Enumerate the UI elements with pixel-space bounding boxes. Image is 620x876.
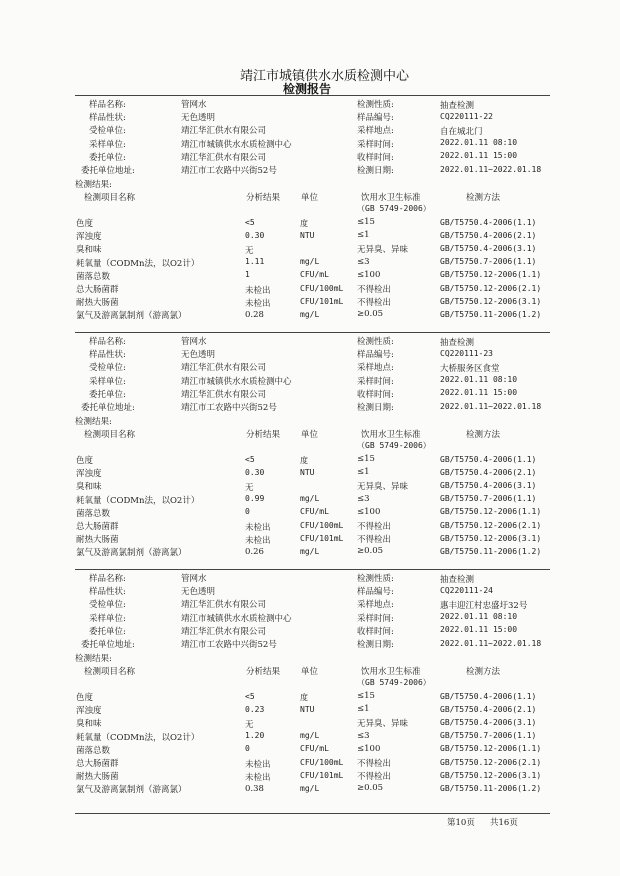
info-value-sample_name: 管网水 [181,574,207,584]
row-standard: 不得检出 [357,535,392,546]
info-value-inspected_unit: 靖江华汇供水有限公司 [181,126,267,137]
row-method: GB/T5750.4-2006(3.1) [440,480,537,490]
info-label-client_address: 委托单位地址: [81,403,135,413]
row-method: GB/T5750.11-2006(1.2) [440,783,542,793]
row-unit: CFU/101mL [300,296,344,306]
info-label-client_unit: 委托单位: [89,626,126,637]
row-standard: 无异臭、异味 [357,719,409,730]
row-unit: mg/L [300,257,320,267]
row-item: 色度 [76,693,94,703]
row-method: GB/T5750.12-2006(1.1) [440,507,542,517]
row-standard: ≤100 [357,506,381,517]
row-standard: ≤3 [357,256,370,267]
row-unit: 度 [300,218,308,228]
info-value-sample_trait: 无色透明 [181,350,216,361]
info-label-sampling_site: 采样地点: [357,600,394,611]
row-unit: CFU/100mL [300,757,344,767]
row-result: 未检出 [245,535,271,546]
info-value-sampling_unit: 靖江市城镇供水水质检测中心 [181,613,292,624]
row-result: 未检出 [245,285,271,296]
info-value-receive_time: 2022.01.11 15:00 [440,625,518,635]
info-label-client_address: 委托单位地址: [81,166,135,176]
info-label-test_date: 检测日期: [357,403,394,413]
col-header-unit: 单位 [301,430,319,440]
row-result: <5 [245,217,255,227]
info-value-client_unit: 靖江华汇供水有限公司 [181,152,267,163]
info-label-receive_time: 收样时间: [357,389,394,400]
info-label-test_nature: 检测性质: [357,337,394,347]
row-method: GB/T5750.4-2006(2.1) [440,467,537,477]
row-method: GB/T5750.12-2006(3.1) [440,533,542,543]
col-header-result: 分析结果 [246,193,281,203]
row-method: GB/T5750.7-2006(1.1) [440,731,537,741]
info-value-client_address: 靖江市工农路中兴街52号 [181,640,277,650]
row-standard: ≤1 [357,467,370,478]
col-header-result: 分析结果 [246,430,281,440]
row-result: 0.28 [245,309,264,320]
info-label-test_nature: 检测性质: [357,574,394,584]
results-label: 检测结果: [75,180,112,190]
row-method: GB/T5750.12-2006(2.1) [440,283,542,293]
row-item: 浑浊度 [76,469,102,480]
col-header-method: 检测方法 [466,430,501,440]
row-item: 总大肠菌群 [76,522,119,532]
info-value-test_date: 2022.01.11~2022.01.18 [440,164,542,174]
row-result: 未检出 [245,772,271,783]
row-unit: mg/L [300,494,320,504]
row-result: 0.23 [245,704,265,714]
row-unit: CFU/101mL [300,770,344,780]
row-item: 臭和味 [76,482,102,493]
row-result: 无 [245,719,254,730]
row-standard: ≤100 [357,743,381,754]
info-value-test_nature: 抽查检测 [440,574,475,585]
row-item: 菌落总数 [76,745,111,756]
report-subtitle: 检测报告 [283,82,332,96]
info-label-sample_name: 样品名称: [89,574,126,584]
row-result: 未检出 [245,759,271,770]
header-rule [75,95,550,96]
info-label-test_date: 检测日期: [357,166,394,176]
row-result: 0 [245,744,250,754]
col-header-standard-code: （GB 5749-2006） [357,441,431,450]
info-value-inspected_unit: 靖江华汇供水有限公司 [181,363,267,374]
row-result: 0.38 [245,783,264,794]
info-label-sample_no: 样品编号: [357,350,394,361]
row-result: 无 [245,482,254,493]
row-item: 总大肠菌群 [76,285,119,295]
info-label-client_unit: 委托单位: [89,152,126,163]
row-item: 耐热大肠菌 [76,535,119,546]
col-header-item: 检测项目名称 [84,667,136,677]
info-label-sampling_unit: 采样单位: [89,376,126,387]
row-unit: NTU [300,230,315,240]
info-label-test_date: 检测日期: [357,640,394,650]
info-label-sample_trait: 样品性状: [89,113,126,124]
info-value-sample_name: 管网水 [181,100,207,110]
row-result: <5 [245,691,255,701]
info-label-sample_trait: 样品性状: [89,350,126,361]
info-label-client_address: 委托单位地址: [81,640,135,650]
row-method: GB/T5750.12-2006(3.1) [440,770,542,780]
info-label-test_nature: 检测性质: [357,100,394,110]
row-standard: ≥0.05 [357,783,384,794]
row-result: 0 [245,507,250,517]
row-item: 总大肠菌群 [76,759,119,769]
results-label: 检测结果: [75,417,112,427]
row-method: GB/T5750.4-2006(1.1) [440,691,537,701]
row-item: 耗氧量（CODMn法，以O2计） [76,258,200,269]
row-unit: mg/L [300,731,320,741]
row-item: 氯气及游离氯制剂（游离氯） [76,548,187,559]
row-standard: ≤15 [357,454,375,464]
info-label-sampling_site: 采样地点: [357,363,394,374]
info-label-sampling_site: 采样地点: [357,126,394,137]
info-value-sampling_unit: 靖江市城镇供水水质检测中心 [181,139,292,150]
row-standard: ≤100 [357,269,381,280]
info-value-client_unit: 靖江华汇供水有限公司 [181,389,267,400]
info-label-sampling_unit: 采样单位: [89,139,126,150]
row-unit: NTU [300,467,315,477]
info-label-sampling_time: 采样时间: [357,139,394,150]
section-divider [75,332,550,333]
col-header-unit: 单位 [301,667,319,677]
info-value-sampling_time: 2022.01.11 08:10 [440,138,518,148]
col-header-item: 检测项目名称 [84,430,136,440]
info-label-sample_name: 样品名称: [89,100,126,110]
info-value-receive_time: 2022.01.11 15:00 [440,151,518,161]
info-value-sampling_time: 2022.01.11 08:10 [440,375,518,385]
row-standard: ≤3 [357,730,370,741]
row-unit: NTU [300,704,315,714]
row-result: 无 [245,245,254,256]
col-header-item: 检测项目名称 [84,193,136,203]
row-standard: 不得检出 [357,759,392,769]
report-title: 靖江市城镇供水水质检测中心 [240,69,410,84]
row-method: GB/T5750.12-2006(2.1) [440,757,542,767]
row-item: 耐热大肠菌 [76,772,119,783]
info-value-test_nature: 抽查检测 [440,337,475,348]
row-standard: 不得检出 [357,285,392,295]
info-label-inspected_unit: 受检单位: [89,600,126,611]
info-label-inspected_unit: 受检单位: [89,126,126,137]
row-unit: CFU/100mL [300,283,344,293]
row-result: 未检出 [245,522,271,533]
section-divider [75,569,550,570]
col-header-standard-code: （GB 5749-2006） [357,204,431,213]
row-method: GB/T5750.4-2006(1.1) [440,454,537,464]
row-method: GB/T5750.12-2006(1.1) [440,744,542,754]
info-label-sample_name: 样品名称: [89,337,126,347]
info-label-sample_trait: 样品性状: [89,587,126,598]
row-result: 0.30 [245,467,265,477]
col-header-result: 分析结果 [246,667,281,677]
info-value-client_unit: 靖江华汇供水有限公司 [181,626,267,637]
page-number: 第10页 [447,818,475,828]
info-value-sampling_site: 惠丰迎江村忠盛圩32号 [440,600,528,611]
row-unit: CFU/100mL [300,520,344,530]
row-result: 1.20 [245,731,265,741]
info-value-sample_no: CQ220111-22 [440,111,493,121]
col-header-standard: 饮用水卫生标准 [361,193,421,203]
row-item: 氯气及游离氯制剂（游离氯） [76,311,187,322]
row-method: GB/T5750.4-2006(2.1) [440,704,537,714]
row-unit: mg/L [300,783,320,793]
info-label-sample_no: 样品编号: [357,587,394,598]
info-value-sampling_site: 大桥服务区食堂 [440,363,500,374]
row-method: GB/T5750.12-2006(2.1) [440,520,542,530]
row-item: 耗氧量（CODMn法，以O2计） [76,732,200,743]
row-unit: mg/L [300,309,320,319]
row-method: GB/T5750.11-2006(1.2) [440,546,542,556]
row-unit: CFU/mL [300,507,329,517]
row-method: GB/T5750.12-2006(1.1) [440,270,542,280]
info-value-test_date: 2022.01.11~2022.01.18 [440,401,542,411]
info-value-client_address: 靖江市工农路中兴街52号 [181,166,277,176]
row-item: 菌落总数 [76,508,111,519]
info-value-client_address: 靖江市工农路中兴街52号 [181,403,277,413]
row-method: GB/T5750.12-2006(3.1) [440,296,542,306]
row-unit: CFU/mL [300,744,329,754]
info-value-sample_no: CQ220111-24 [440,585,493,595]
row-standard: ≥0.05 [357,546,384,557]
col-header-standard: 饮用水卫生标准 [361,667,421,677]
row-standard: 不得检出 [357,522,392,532]
row-item: 色度 [76,219,94,229]
info-value-sampling_unit: 靖江市城镇供水水质检测中心 [181,376,292,387]
results-label: 检测结果: [75,654,112,664]
row-result: <5 [245,454,255,464]
info-label-sampling_time: 采样时间: [357,613,394,624]
info-value-sample_name: 管网水 [181,337,207,347]
row-unit: 度 [300,692,308,702]
row-standard: ≤15 [357,691,375,701]
row-item: 耐热大肠菌 [76,298,119,309]
row-method: GB/T5750.11-2006(1.2) [440,309,542,319]
info-label-receive_time: 收样时间: [357,152,394,163]
col-header-unit: 单位 [301,193,319,203]
row-result: 1.11 [245,257,265,267]
info-label-receive_time: 收样时间: [357,626,394,637]
info-value-sample_no: CQ220111-23 [440,348,493,358]
row-standard: 不得检出 [357,772,392,783]
row-method: GB/T5750.4-2006(3.1) [440,243,537,253]
row-standard: 不得检出 [357,298,392,309]
info-value-inspected_unit: 靖江华汇供水有限公司 [181,600,267,611]
info-label-sampling_unit: 采样单位: [89,613,126,624]
row-result: 0.26 [245,546,264,557]
footer-rule [75,813,550,814]
col-header-method: 检测方法 [466,193,501,203]
info-value-sample_trait: 无色透明 [181,113,216,124]
row-item: 氯气及游离氯制剂（游离氯） [76,785,187,796]
row-method: GB/T5750.4-2006(3.1) [440,717,537,727]
info-value-sample_trait: 无色透明 [181,587,216,598]
info-value-sampling_time: 2022.01.11 08:10 [440,612,518,622]
row-standard: ≥0.05 [357,309,384,320]
info-label-sampling_time: 采样时间: [357,376,394,387]
info-label-inspected_unit: 受检单位: [89,363,126,374]
row-standard: ≤1 [357,230,370,241]
row-item: 浑浊度 [76,232,102,243]
row-method: GB/T5750.7-2006(1.1) [440,257,537,267]
row-result: 0.30 [245,230,265,240]
row-item: 耗氧量（CODMn法，以O2计） [76,495,200,506]
row-item: 臭和味 [76,719,102,730]
row-unit: CFU/101mL [300,533,344,543]
row-unit: 度 [300,455,308,465]
row-unit: mg/L [300,546,320,556]
row-standard: ≤1 [357,704,370,715]
row-standard: 无异臭、异味 [357,482,409,493]
row-item: 臭和味 [76,245,102,256]
page-total: 共16页 [490,818,518,828]
row-standard: 无异臭、异味 [357,245,409,256]
row-unit: CFU/mL [300,270,329,280]
info-label-sample_no: 样品编号: [357,113,394,124]
info-value-receive_time: 2022.01.11 15:00 [440,388,518,398]
col-header-standard-code: （GB 5749-2006） [357,678,431,687]
info-label-client_unit: 委托单位: [89,389,126,400]
row-item: 色度 [76,456,94,466]
row-result: 1 [245,270,250,280]
info-value-test_nature: 抽查检测 [440,100,475,111]
row-standard: ≤15 [357,217,375,227]
row-item: 浑浊度 [76,706,102,717]
row-result: 未检出 [245,298,271,309]
info-value-test_date: 2022.01.11~2022.01.18 [440,638,542,648]
col-header-method: 检测方法 [466,667,501,677]
col-header-standard: 饮用水卫生标准 [361,430,421,440]
row-standard: ≤3 [357,493,370,504]
row-method: GB/T5750.4-2006(2.1) [440,230,537,240]
info-value-sampling_site: 自在城北门 [440,126,483,137]
row-result: 0.99 [245,494,265,504]
row-method: GB/T5750.4-2006(1.1) [440,217,537,227]
row-item: 菌落总数 [76,271,111,282]
row-method: GB/T5750.7-2006(1.1) [440,494,537,504]
